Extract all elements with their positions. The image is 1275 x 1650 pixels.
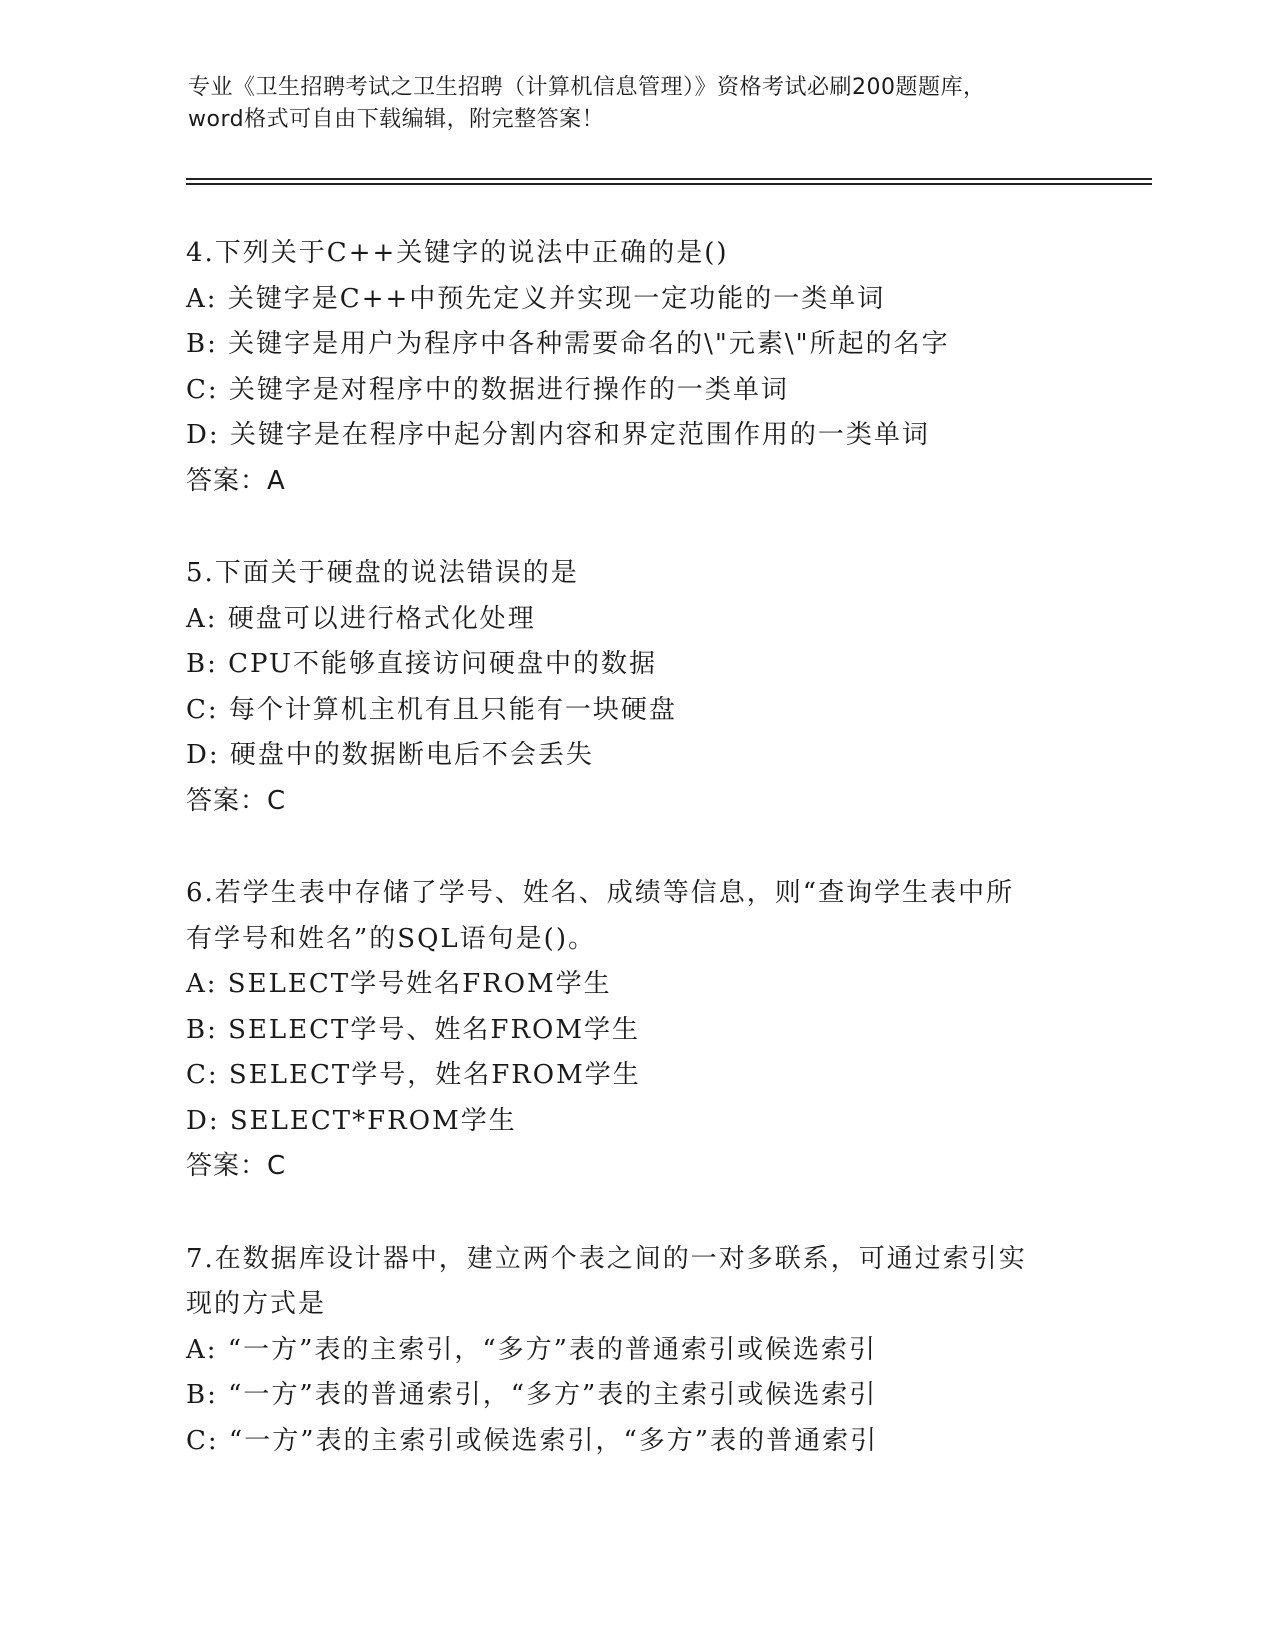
question-6: [186, 871, 1146, 1190]
option-b: B: SELECT学号、姓名FROM学生: [186, 1014, 640, 1045]
option-a: A: “一方”表的主索引，“多方”表的普通索引或候选索引: [186, 1334, 877, 1365]
option-a: A: SELECT学号姓名FROM学生: [186, 969, 612, 999]
option-b: B: CPU不能够直接访问硬盘中的数据: [186, 649, 657, 679]
question-5: [186, 551, 1146, 824]
question-stem-line-1: 7.在数据库设计器中，建立两个表之间的一对多联系，可通过索引实: [186, 1243, 1027, 1274]
option-a: A: 硬盘可以进行格式化处理: [186, 603, 536, 634]
question-stem-line-1: 6.若学生表中存储了学号、姓名、成绩等信息，则“查询学生表中所: [186, 878, 1015, 908]
header-line-2: word格式可自由下载编辑，附完整答案！: [188, 107, 605, 132]
option-c: C: SELECT学号，姓名FROM学生: [186, 1060, 641, 1090]
option-b: B: “一方”表的普通索引，“多方”表的主索引或候选索引: [186, 1380, 878, 1410]
question-7: [186, 1237, 1146, 1465]
option-d: D: 关键字是在程序中起分割内容和界定范围作用的一类单词: [186, 420, 930, 450]
option-c: C: 每个计算机主机有且只能有一块硬盘: [186, 694, 677, 725]
question-stem: 4.下列关于C++关键字的说法中正确的是(): [186, 238, 729, 268]
answer: 答案：A: [186, 465, 286, 496]
option-c: C: “一方”表的主索引或候选索引，“多方”表的普通索引: [186, 1425, 879, 1456]
document-header: [188, 72, 1088, 136]
question-stem: 5.下面关于硬盘的说法错误的是: [186, 558, 579, 588]
header-rule-bottom: [186, 183, 1152, 185]
question-4: [186, 231, 1146, 504]
option-c: C: 关键字是对程序中的数据进行操作的一类单词: [186, 374, 789, 405]
question-stem-line-2: 有学号和姓名”的SQL语句是()。: [186, 923, 596, 954]
option-d: D: 硬盘中的数据断电后不会丢失: [186, 740, 594, 770]
option-d: D: SELECT*FROM学生: [186, 1105, 517, 1136]
option-a: A: 关键字是C++中预先定义并实现一定功能的一类单词: [186, 283, 886, 314]
question-list: [186, 231, 1146, 1511]
answer: 答案：C: [186, 1151, 287, 1181]
header-rule-top: [186, 178, 1152, 180]
answer: 答案：C: [186, 785, 287, 816]
question-stem-line-2: 现的方式是: [186, 1289, 327, 1319]
option-b: B: 关键字是用户为程序中各种需要命名的\"元素\"所起的名字: [186, 329, 950, 359]
header-line-1: 专业《卫生招聘考试之卫生招聘（计算机信息管理）》资格考试必刷200题题库，: [188, 75, 986, 100]
